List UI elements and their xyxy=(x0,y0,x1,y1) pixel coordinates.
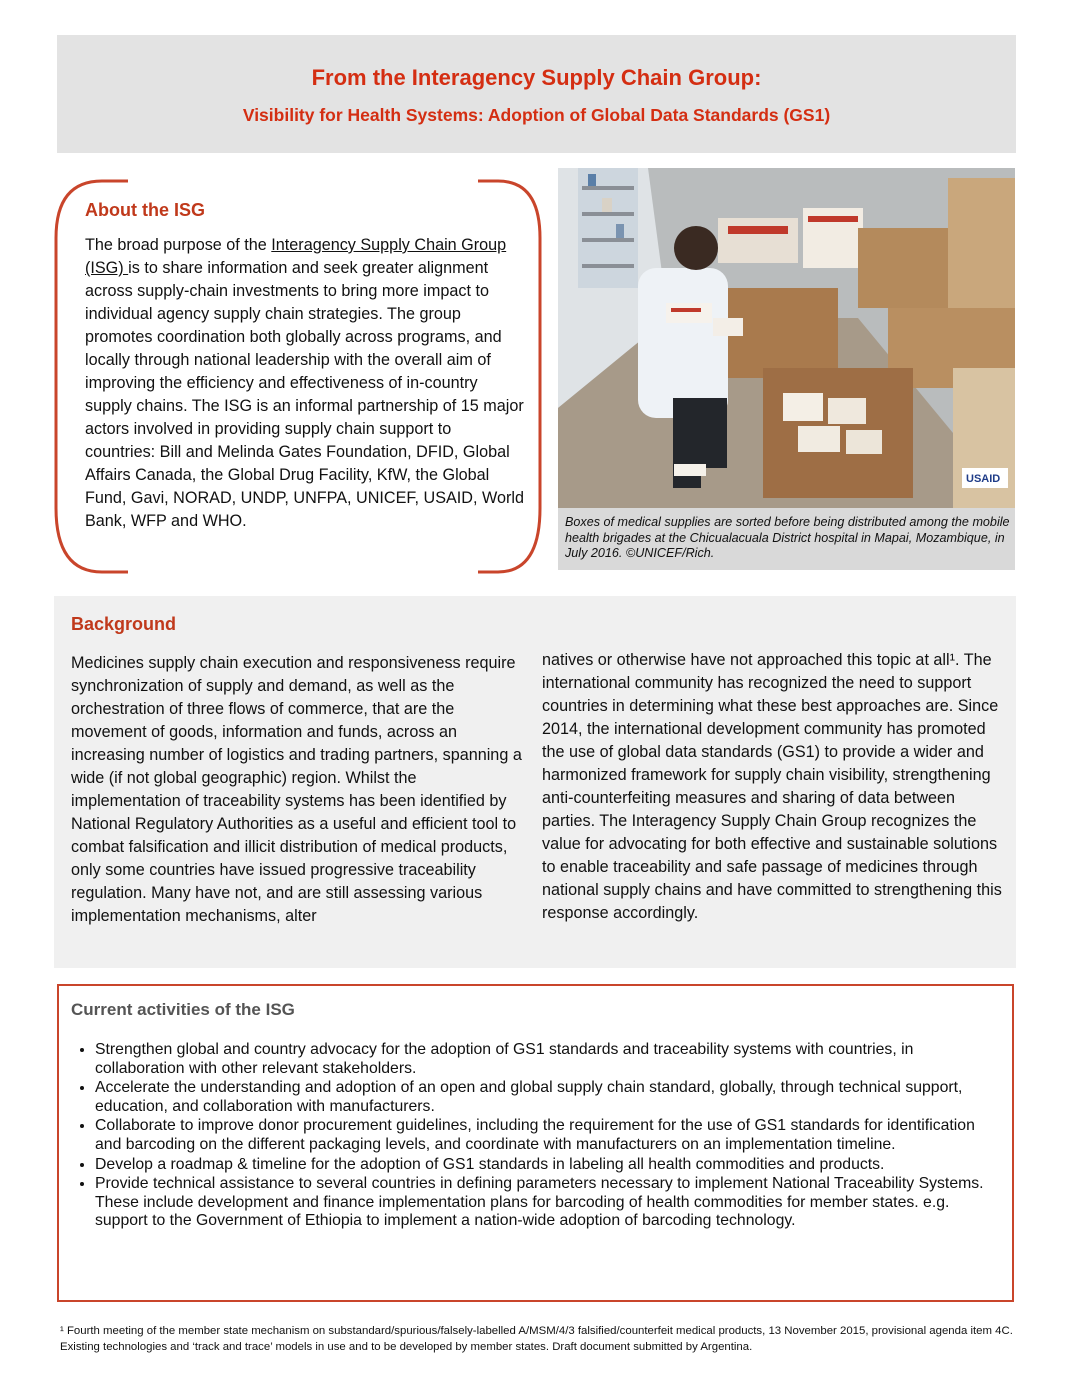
list-item: • Accelerate the understanding and adoption of an open and global supply chain standard, globally, through technical support, education, and collaboration with manufacturers. xyxy=(95,1079,1005,1116)
activities-list xyxy=(71,1041,1005,1232)
about-text-rest: is to share information and seek greater alignment across supply-chain investments to bring more impact to individual agency supply chain strategies. The group promotes coordination both globally across programs, and locally through national leadership with the overall aim of improving the efficiency and effectiveness of in-country supply chains. The ISG is an informal partnership of 15 major actors involved in providing supply chain support to countries: Bill and Melinda Gates Foundation, DFID, Global Affairs Canada, the Global Drug Facility, KfW, the Global Fund, Gavi, NORAD, UNDP, UNFPA, UNICEF, USAID, World Bank, WFP and WHO. xyxy=(85,259,524,530)
page-title: From the Interagency Supply Chain Group: xyxy=(311,65,762,90)
photo-illustration xyxy=(558,168,1015,508)
current-activities-title: Current activities of the ISG xyxy=(71,1000,295,1019)
background-column-2: natives or otherwise have not approached this topic at all¹. The international community has recognized the need to support countries in determining what these best approaches are. Since 2014, the international development community has promoted the use of global data standards (GS1) to provide a wider and harmonized framework for supply chain visibility, strengthening anti-counterfeiting measures and sharing of data between parties. The Interagency Supply Chain Group recognizes the value for advocating for both effective and sustainable solutions to enable traceability and safe passage of medicines through national supply chains and have committed to strengthening this response accordingly. xyxy=(542,651,1002,922)
background-title: Background xyxy=(71,614,177,634)
medical-supplies-photo xyxy=(558,168,1015,508)
isg-link[interactable]: Interagency Supply Chain Group (ISG) xyxy=(85,236,507,277)
background-column-1: Medicines supply chain execution and responsiveness require synchronization of supply and demand, as well as the orchestration of three flows of commerce, that are the movement of goods, information and funds, across an increasing number of logistics and trading partners, spanning a wide (if not global geographic) region. Whilst the implementation of traceability systems has been identified by National Regulatory Authorities as a useful and efficient tool to combat falsification and illicit distribution of medical products, only some countries have issued progressive traceability regulation. Many have not, and are still assessing various implementation mechanisms, alter xyxy=(71,654,522,925)
about-title: About the ISG xyxy=(85,200,205,220)
about-body xyxy=(85,234,525,533)
list-item: • Collaborate to improve donor procurement guidelines, including the requirement for the use of GS1 standards for identification and barcoding on the different packaging levels, and coordinate with manufacturers on an implementation timeline. xyxy=(95,1117,1005,1154)
usaid-box-label: USAID xyxy=(966,473,1001,485)
background-section xyxy=(54,596,1016,968)
about-text-start: The broad purpose of the xyxy=(85,236,272,254)
list-item: • Develop a roadmap & timeline for the adoption of GS1 standards in labeling all health commodities and products. xyxy=(95,1156,1005,1175)
page-subtitle: Visibility for Health Systems: Adoption of Global Data Standards (GS1) xyxy=(242,105,831,125)
photo-caption: Boxes of medical supplies are sorted before being distributed among the mobile health brigades at the Chicualacuala District hospital in Mapai, Mozambique, in July 2016. ©UNICEF/Rich. xyxy=(565,515,1010,560)
current-activities-section xyxy=(57,984,1014,1302)
page-header xyxy=(57,35,1016,153)
footnote: ¹ Fourth meeting of the member state mechanism on substandard/spurious/falsely-labelled A/MSM/4/3 falsified/counterfeit medical products, 13 November 2015, provisional agenda item 4C. Existing technologies and ‘track and trace’ models in use and to be developed by member states. Draft document submitted by Argentina. xyxy=(60,1325,1013,1353)
list-item: • Provide technical assistance to several countries in defining parameters necessary to implement National Traceability Systems. These include development and finance implementation plans for barcoding of health commodities for member states. e.g. support to the Government of Ethiopia to implement a nation-wide adoption of barcoding technology. xyxy=(95,1175,1005,1231)
photo-block xyxy=(558,168,1015,570)
list-item: • Strengthen global and country advocacy for the adoption of GS1 standards and traceability systems with countries, in collaboration with other relevant stakeholders. xyxy=(95,1041,1005,1078)
about-section xyxy=(50,178,544,576)
